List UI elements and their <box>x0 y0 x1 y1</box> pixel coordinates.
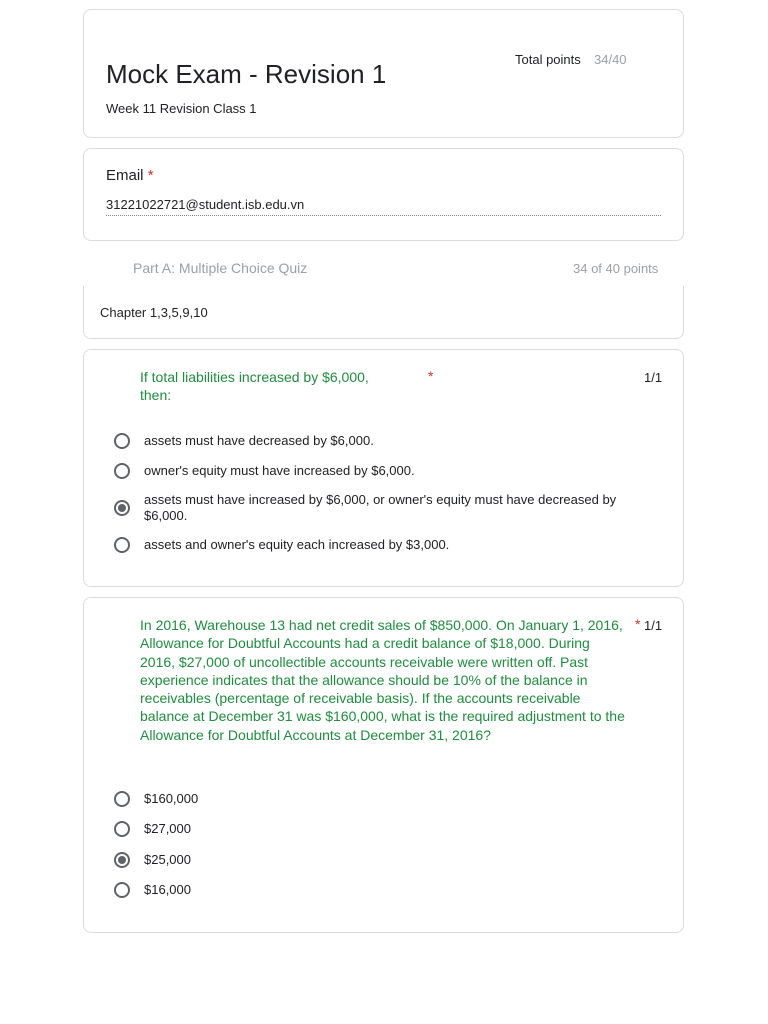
question-card <box>83 597 684 933</box>
section-points: 34 of 40 points <box>573 261 659 276</box>
email-label-text: Email <box>106 167 144 184</box>
form-header-card <box>83 9 684 138</box>
radio-button-checked[interactable] <box>114 500 130 516</box>
answer-option[interactable] <box>114 882 191 898</box>
required-asterisk: * <box>147 167 154 184</box>
answer-option[interactable] <box>114 791 198 807</box>
question-text: In 2016, Warehouse 13 had net credit sales of $850,000. On January 1, 2016, Allowance for Doubtful Accounts had a credit balance of $18,000. During 2016, $27,000 of uncollectible accounts receivable were written off. Past experience indicates that the allowance should be 10% of the balance in receivables (percentage of receivable basis). If the accounts receivable balance at December 31 was $160,000, what is the required adjustment to the Allowance for Doubtful Accounts at December 31, 2016? <box>140 617 625 743</box>
option-label: assets must have decreased by $6,000. <box>144 433 374 448</box>
radio-button[interactable] <box>114 882 130 898</box>
option-label: owner's equity must have increased by $6,000. <box>144 463 415 478</box>
option-label: assets and owner's equity each increased by $3,000. <box>144 537 450 552</box>
total-points-value: 34/40 <box>594 52 627 67</box>
answer-option-selected[interactable] <box>114 492 644 524</box>
total-points-label: Total points <box>515 52 581 67</box>
question-score: 1/1 <box>644 370 663 385</box>
answer-option[interactable] <box>114 463 415 479</box>
email-card <box>83 148 684 241</box>
email-label <box>106 167 154 185</box>
question-card <box>83 349 684 587</box>
question-score: 1/1 <box>644 618 663 633</box>
required-asterisk: * <box>635 616 641 632</box>
option-label: $16,000 <box>144 882 191 897</box>
option-label: assets must have increased by $6,000, or owner's equity must have decreased by $6,000. <box>144 492 617 523</box>
radio-button[interactable] <box>114 821 130 837</box>
radio-button[interactable] <box>114 433 130 449</box>
question-text: If total liabilities increased by $6,000, then: <box>140 369 369 404</box>
section-description: Chapter 1,3,5,9,10 <box>100 305 208 320</box>
required-asterisk: * <box>428 368 434 384</box>
option-label: $160,000 <box>144 791 199 806</box>
answer-option-selected[interactable] <box>114 852 191 868</box>
section-description-card <box>83 286 684 339</box>
radio-button[interactable] <box>114 537 130 553</box>
email-field[interactable]: 31221022721@student.isb.edu.vn <box>106 197 661 216</box>
answer-option[interactable] <box>114 537 449 553</box>
form-description: Week 11 Revision Class 1 <box>106 101 257 116</box>
radio-button[interactable] <box>114 791 130 807</box>
option-label: $27,000 <box>144 821 191 836</box>
answer-option[interactable] <box>114 433 374 449</box>
answer-option[interactable] <box>114 821 191 837</box>
section-title: Part A: Multiple Choice Quiz <box>133 260 308 276</box>
radio-button-checked[interactable] <box>114 852 130 868</box>
form-title: Mock Exam - Revision 1 <box>106 59 387 89</box>
option-label: $25,000 <box>144 852 191 867</box>
radio-button[interactable] <box>114 463 130 479</box>
